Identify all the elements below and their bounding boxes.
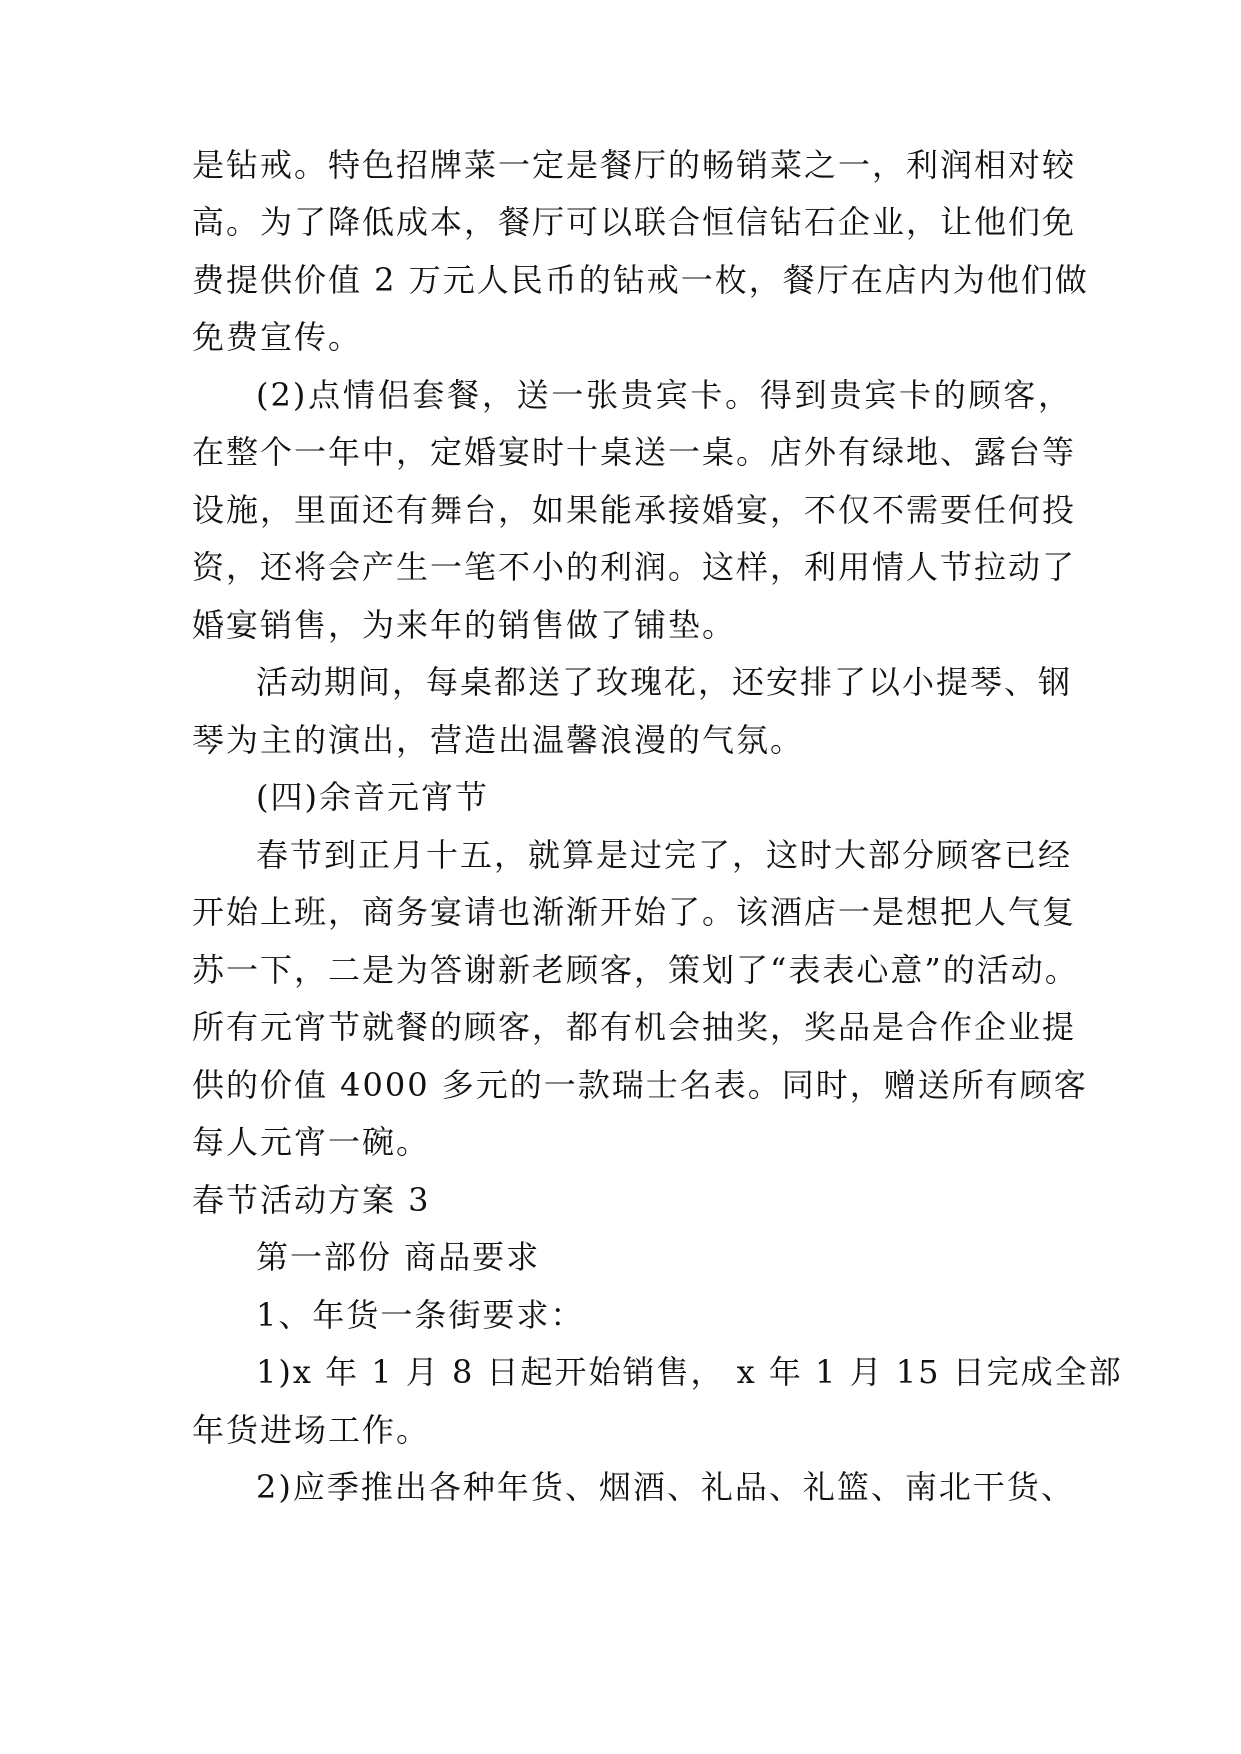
text-line: 琴为主的演出，营造出温馨浪漫的气氛。 xyxy=(192,721,805,759)
section-heading: (四)余音元宵节 xyxy=(256,778,489,816)
list-item-continuation: 年货进场工作。 xyxy=(192,1411,431,1449)
text-line: 免费宣传。 xyxy=(192,318,363,356)
list-item: 2)应季推出各种年货、烟酒、礼品、礼篮、南北干货、 xyxy=(256,1468,1075,1506)
part-heading: 第一部份 商品要求 xyxy=(256,1238,541,1276)
text-line: 春节到正月十五，就算是过完了，这时大部分顾客已经 xyxy=(256,836,1073,874)
text-line: 供的价值 4000 多元的一款瑞士名表。同时，赠送所有顾客 xyxy=(192,1066,1088,1104)
text-line: 活动期间，每桌都送了玫瑰花，还安排了以小提琴、钢 xyxy=(256,663,1073,701)
text-line: 每人元宵一碗。 xyxy=(192,1123,431,1161)
section-title: 春节活动方案 3 xyxy=(192,1181,431,1219)
text-line: 开始上班，商务宴请也渐渐开始了。该酒店一是想把人气复 xyxy=(192,893,1077,931)
text-line: 是钻戒。特色招牌菜一定是餐厅的畅销菜之一，利润相对较 xyxy=(192,146,1077,184)
text-line: 资，还将会产生一笔不小的利润。这样，利用情人节拉动了 xyxy=(192,548,1077,586)
text-line: 婚宴销售，为来年的销售做了铺垫。 xyxy=(192,606,737,644)
text-line: 在整个一年中，定婚宴时十桌送一桌。店外有绿地、露台等 xyxy=(192,433,1077,471)
text-line: 费提供价值 2 万元人民币的钻戒一枚，餐厅在店内为他们做 xyxy=(192,261,1089,299)
text-line: 苏一下，二是为答谢新老顾客，策划了“表表心意”的活动。 xyxy=(192,951,1079,989)
list-heading: 1、年货一条街要求： xyxy=(256,1296,585,1334)
text-line: 所有元宵节就餐的顾客，都有机会抽奖，奖品是合作企业提 xyxy=(192,1008,1077,1046)
text-line: (2)点情侣套餐，送一张贵宾卡。得到贵宾卡的顾客， xyxy=(256,376,1072,414)
list-item: 1)x 年 1 月 8 日起开始销售， x 年 1 月 15 日完成全部 xyxy=(256,1353,1123,1391)
text-line: 设施，里面还有舞台，如果能承接婚宴，不仅不需要任何投 xyxy=(192,491,1077,529)
text-line: 高。为了降低成本，餐厅可以联合恒信钻石企业，让他们免 xyxy=(192,203,1077,241)
